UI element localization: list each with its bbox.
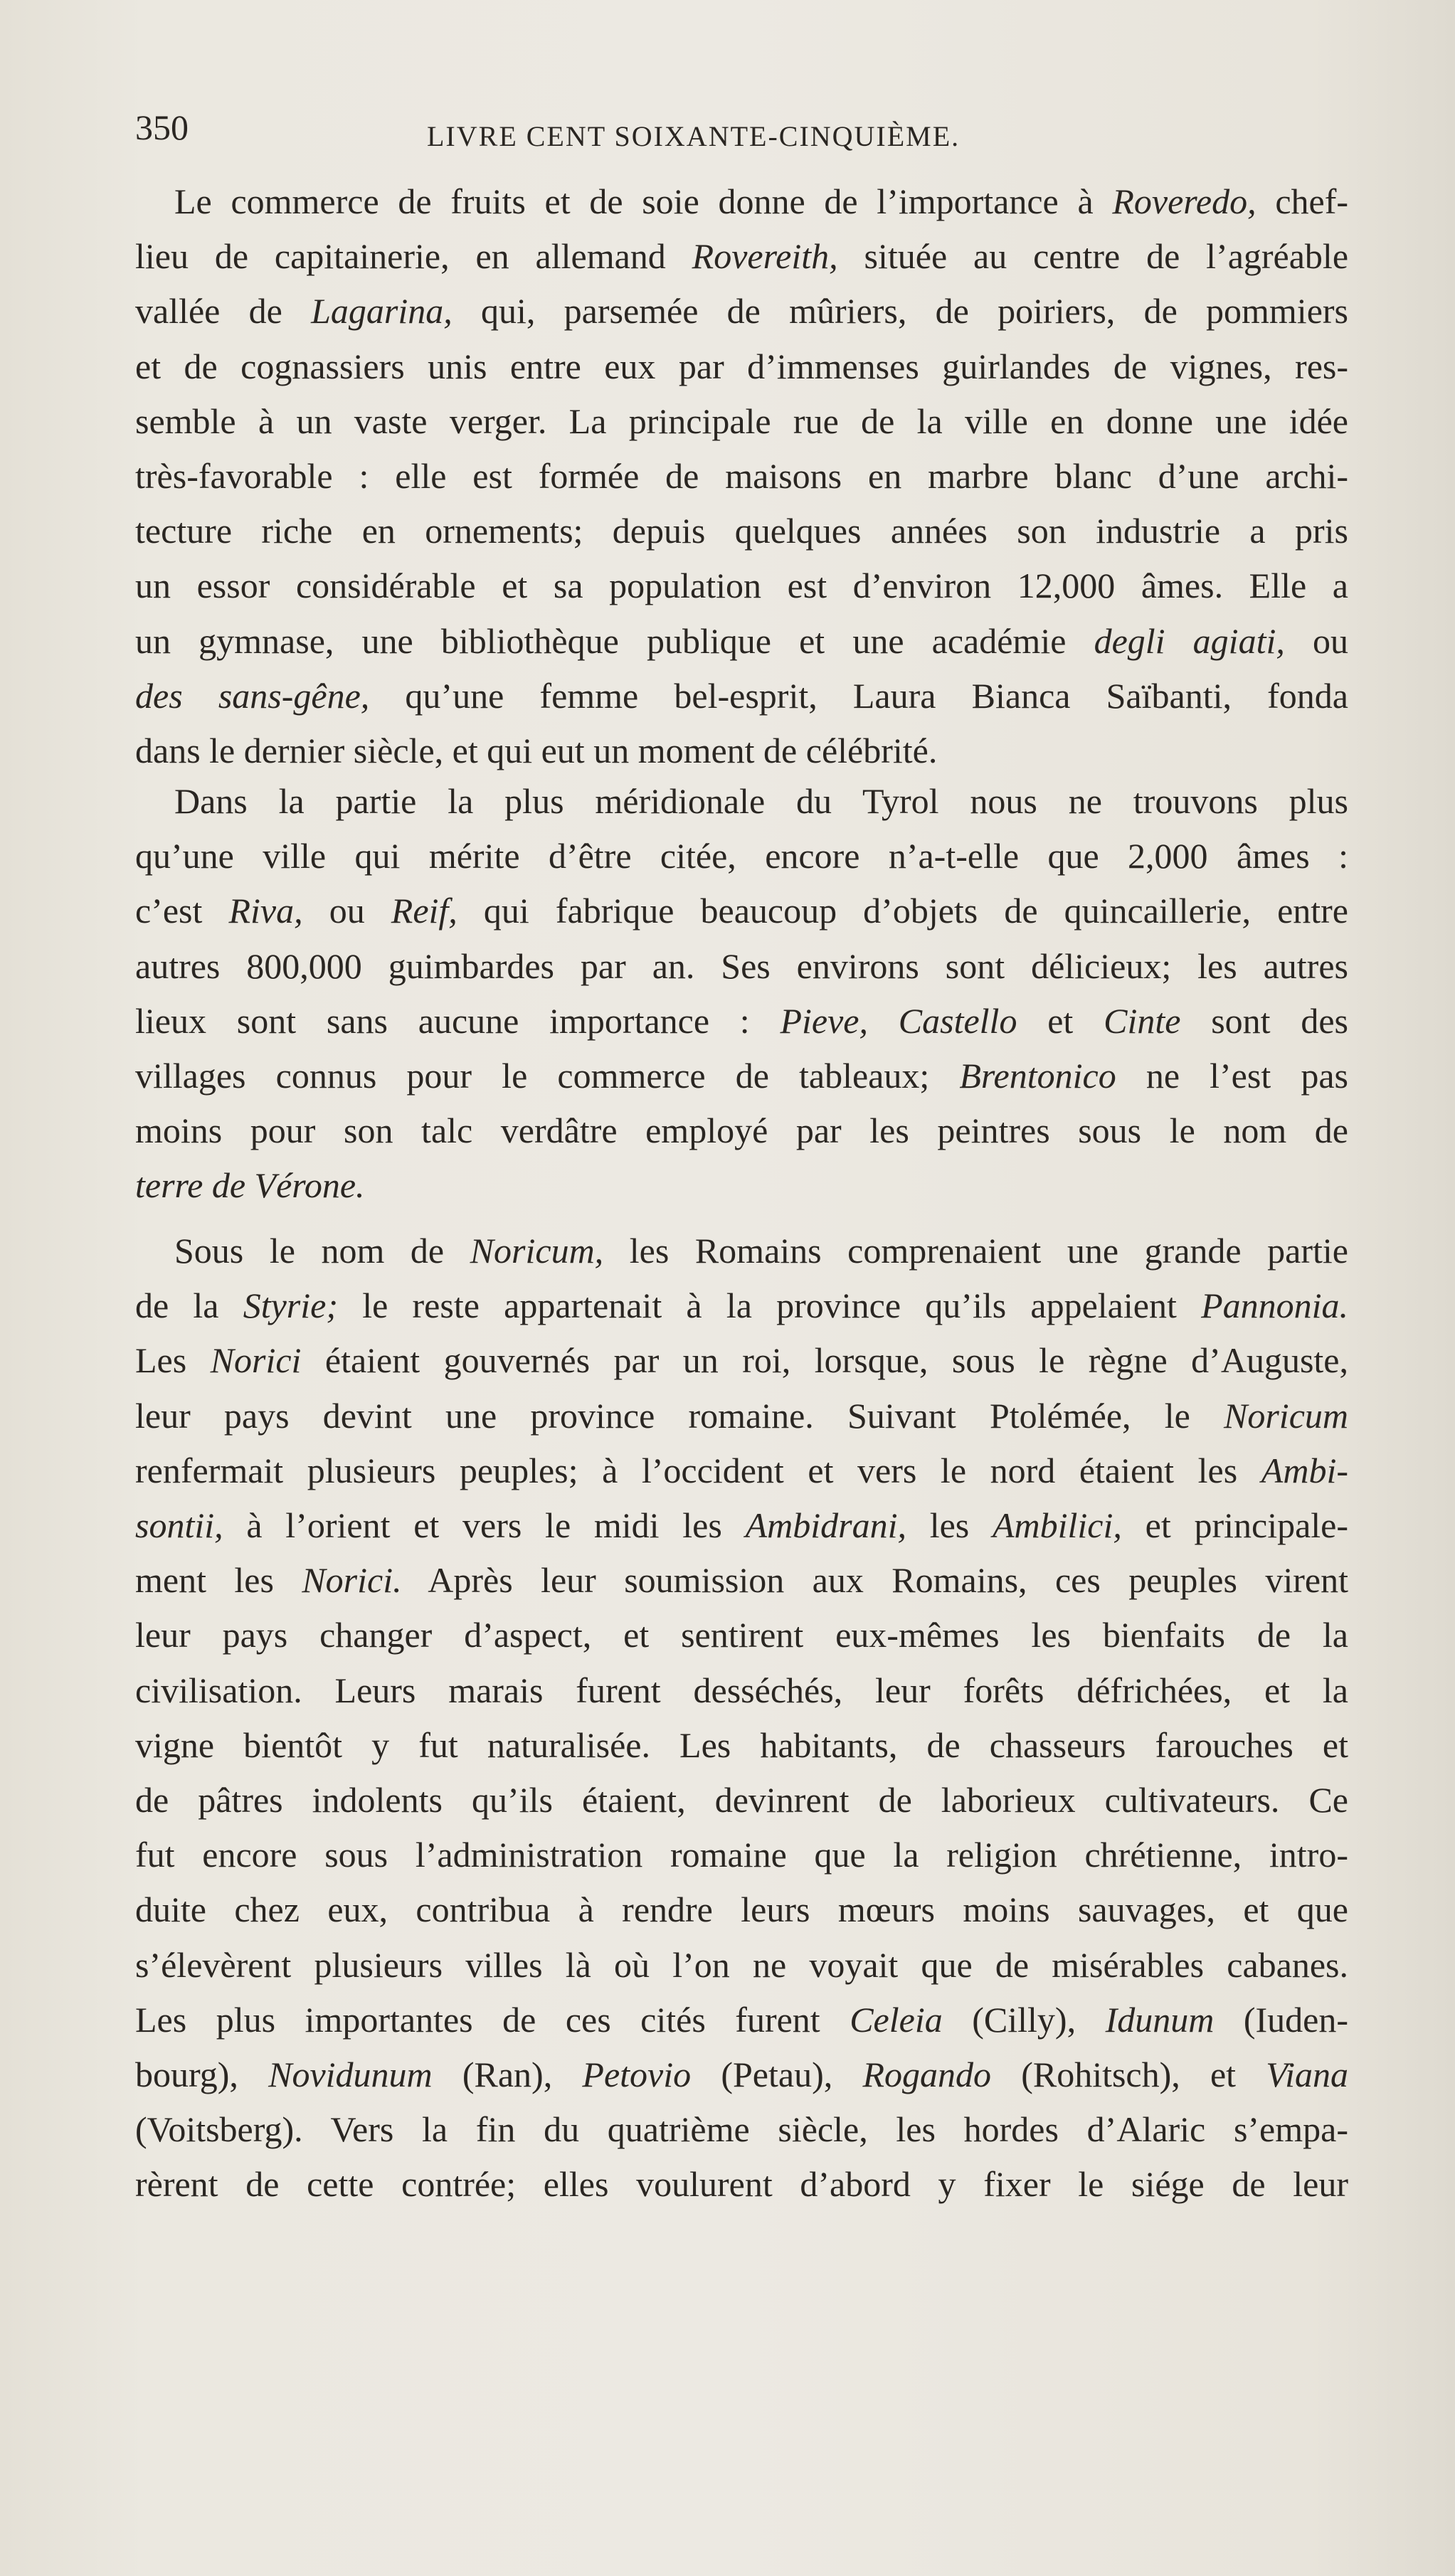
text-segment: (Ran), — [432, 2055, 583, 2094]
italic-text: Viana — [1266, 2055, 1349, 2094]
text-line — [174, 1229, 1348, 1272]
text-segment: les Romains comprenaient une grande partie — [603, 1231, 1348, 1271]
italic-text: Riva, — [228, 891, 303, 931]
text-segment: lieux sont sans aucune importance : — [135, 1000, 781, 1041]
text-line — [135, 1833, 1348, 1876]
text-segment: et — [1017, 1000, 1104, 1041]
text-line — [135, 290, 1348, 332]
text-line — [135, 2163, 1348, 2205]
text-line — [174, 180, 1348, 223]
text-segment: lieu de capitainerie, en allemand — [135, 236, 692, 277]
text-segment: ou — [1284, 620, 1349, 661]
text-line — [135, 834, 1348, 877]
italic-text: Noricum — [1224, 1395, 1348, 1436]
text-segment: Les plus importantes de ces cités furent — [135, 1999, 850, 2040]
text-segment: leur pays changer d’aspect, et sentirent eux-mêmes les bienfaits de la — [135, 1615, 1348, 1655]
text-line — [135, 620, 1348, 662]
text-segment: (Iuden- — [1214, 1999, 1348, 2040]
text-segment: un gymnase, une bibliothèque publique et une académie — [135, 620, 1094, 661]
page-number: 350 — [135, 107, 189, 147]
text-segment: les — [906, 1505, 993, 1545]
italic-text: Styrie; — [243, 1286, 338, 1326]
italic-text: Ambidrani, — [745, 1505, 906, 1545]
italic-text: Rovereith, — [692, 236, 838, 277]
text-line — [174, 780, 1348, 822]
text-line — [135, 509, 1348, 552]
text-line — [135, 1779, 1348, 1821]
text-segment: (Voitsberg). Vers la fin du quatrième siècle, les hordes d’Alaric s’empa- — [135, 2109, 1348, 2150]
text-segment: sont des — [1180, 1000, 1348, 1041]
text-segment: située au centre de l’agréable — [837, 236, 1349, 277]
italic-text: Cinte — [1104, 1000, 1181, 1041]
text-segment: chef- — [1256, 181, 1349, 221]
text-line — [135, 1339, 1348, 1382]
italic-text: Novidunum — [268, 2055, 433, 2094]
italic-text: Norici. — [302, 1560, 402, 1601]
italic-text: Noricum, — [470, 1231, 604, 1271]
text-segment: rèrent de cette contrée; elles voulurent d’abord y fixer le siége de leur — [135, 2164, 1348, 2205]
text-line — [135, 1394, 1348, 1437]
text-segment: étaient gouvernés par un roi, lorsque, sous le règne d’Auguste, — [301, 1340, 1348, 1381]
text-segment: Sous le nom de — [174, 1231, 470, 1271]
text-segment: Après leur soumission aux Romains, ces peuples virent — [401, 1560, 1348, 1601]
text-segment: ou — [302, 891, 391, 931]
text-segment: (Rohitsch), et — [990, 2055, 1266, 2094]
text-segment: (Petau), — [691, 2055, 863, 2094]
running-title: LIVRE CENT SOIXANTE-CINQUIÈME. — [427, 120, 961, 152]
text-line — [135, 1944, 1348, 1986]
text-segment: de la — [135, 1286, 243, 1326]
text-segment: renfermait plusieurs peuples; à l’occident et vers le nord étaient les — [135, 1450, 1261, 1490]
text-segment: s’élevèrent plusieurs villes là où l’on ne voyait que de misérables cabanes. — [135, 1944, 1348, 1985]
text-line — [135, 1669, 1348, 1712]
italic-text: Ambi- — [1261, 1450, 1348, 1490]
italic-text: Lagarina, — [311, 291, 453, 332]
text-segment: moins pour son talc verdâtre employé par les peintres sous le nom de — [135, 1111, 1348, 1151]
text-line — [135, 1559, 1348, 1601]
text-line — [135, 1724, 1348, 1766]
text-segment: qui fabrique beaucoup d’objets de quincaillerie, entre — [457, 891, 1348, 931]
text-segment: villages connus pour le commerce de tableaux; — [135, 1056, 960, 1096]
text-segment: civilisation. Leurs marais furent desséchés, leur forêts défrichées, et la — [135, 1670, 1348, 1710]
text-segment: fut encore sous l’administration romaine que la religion chrétienne, intro- — [135, 1835, 1348, 1875]
text-segment: autres 800,000 guimbardes par an. Ses environs sont délicieux; les autres — [135, 945, 1348, 986]
text-segment: ment les — [135, 1560, 302, 1601]
text-segment: de pâtres indolents qu’ils étaient, devinrent de laborieux cultivateurs. Ce — [135, 1780, 1348, 1820]
text-segment: Les — [135, 1340, 211, 1381]
italic-text: Idunum — [1105, 1999, 1215, 2040]
text-segment: très-favorable : elle est formée de maisons en marbre blanc d’une archi- — [135, 456, 1348, 496]
text-line — [135, 1284, 1348, 1327]
text-segment: à l’orient et vers le midi les — [223, 1505, 746, 1545]
text-line — [135, 564, 1348, 607]
text-line — [135, 2053, 1348, 2096]
text-segment: c’est — [135, 891, 229, 931]
text-segment: un essor considérable et sa population est d’environ 12,000 âmes. Elle a — [135, 566, 1348, 606]
italic-text: Norici — [210, 1340, 302, 1381]
text-segment: et de cognassiers unis entre eux par d’immenses guirlandes de vignes, res- — [135, 346, 1348, 386]
italic-text: Pannonia. — [1201, 1286, 1348, 1326]
text-line — [135, 235, 1348, 277]
italic-text: Celeia — [850, 1999, 943, 2040]
text-segment: et principale- — [1121, 1505, 1349, 1545]
text-line — [135, 1998, 1348, 2041]
italic-text: Petovio — [582, 2055, 692, 2094]
text-segment: (Cilly), — [942, 1999, 1106, 2040]
text-segment: Dans la partie la plus méridionale du Tyrol nous ne trouvons plus — [174, 781, 1348, 821]
italic-text: Rogando — [862, 2055, 991, 2094]
text-segment: tecture riche en ornements; depuis quelques années son industrie a pris — [135, 511, 1348, 551]
text-line — [135, 455, 1348, 497]
text-segment: bourg), — [135, 2055, 269, 2094]
text-segment: leur pays devint une province romaine. Suivant Ptolémée, le — [135, 1395, 1224, 1436]
text-segment: le reste appartenait à la province qu’ils appelaient — [338, 1286, 1202, 1326]
text-line — [135, 729, 1348, 772]
text-segment: qu’une femme bel-esprit, Laura Bianca Saïbanti, fonda — [369, 675, 1348, 716]
text-segment: qu’une ville qui mérite d’être citée, encore n’a-t-elle que 2,000 âmes : — [135, 836, 1348, 876]
text-line — [135, 400, 1348, 442]
text-segment: ne l’est pas — [1116, 1056, 1348, 1096]
text-line — [135, 1054, 1348, 1097]
italic-text: Pieve, Castello — [780, 1000, 1017, 1041]
text-line — [135, 1888, 1348, 1931]
italic-text: Reif, — [391, 891, 457, 931]
italic-text: Brentonico — [959, 1056, 1116, 1096]
text-line — [135, 2108, 1348, 2151]
text-line — [135, 1613, 1348, 1656]
text-segment: vallée de — [135, 291, 312, 332]
text-line — [135, 945, 1348, 987]
text-segment: qui, parsemée de mûriers, de poiriers, de pommiers — [452, 291, 1348, 332]
text-segment: semble à un vaste verger. La principale rue de la ville en donne une idée — [135, 401, 1348, 441]
text-segment: dans le dernier siècle, et qui eut un moment de célébrité. — [135, 731, 938, 770]
text-line — [135, 1164, 1348, 1207]
italic-text: sontii, — [135, 1505, 223, 1545]
italic-text: Roveredo, — [1112, 181, 1256, 221]
text-line — [135, 1504, 1348, 1547]
text-line — [135, 674, 1348, 717]
italic-text: degli agiati, — [1094, 620, 1285, 661]
text-line — [135, 1109, 1348, 1152]
text-segment: duite chez eux, contribua à rendre leurs mœurs moins sauvages, et que — [135, 1889, 1348, 1930]
italic-text: terre de Vérone. — [135, 1165, 365, 1206]
italic-text: des sans-gêne, — [135, 675, 370, 716]
text-line — [135, 1449, 1348, 1492]
text-line — [135, 1000, 1348, 1042]
italic-text: Ambilici, — [992, 1505, 1122, 1545]
text-line — [135, 889, 1348, 932]
text-line — [135, 345, 1348, 388]
text-segment: vigne bientôt y fut naturalisée. Les habitants, de chasseurs farouches et — [135, 1724, 1348, 1765]
text-segment: Le commerce de fruits et de soie donne de l’importance à — [174, 181, 1113, 221]
